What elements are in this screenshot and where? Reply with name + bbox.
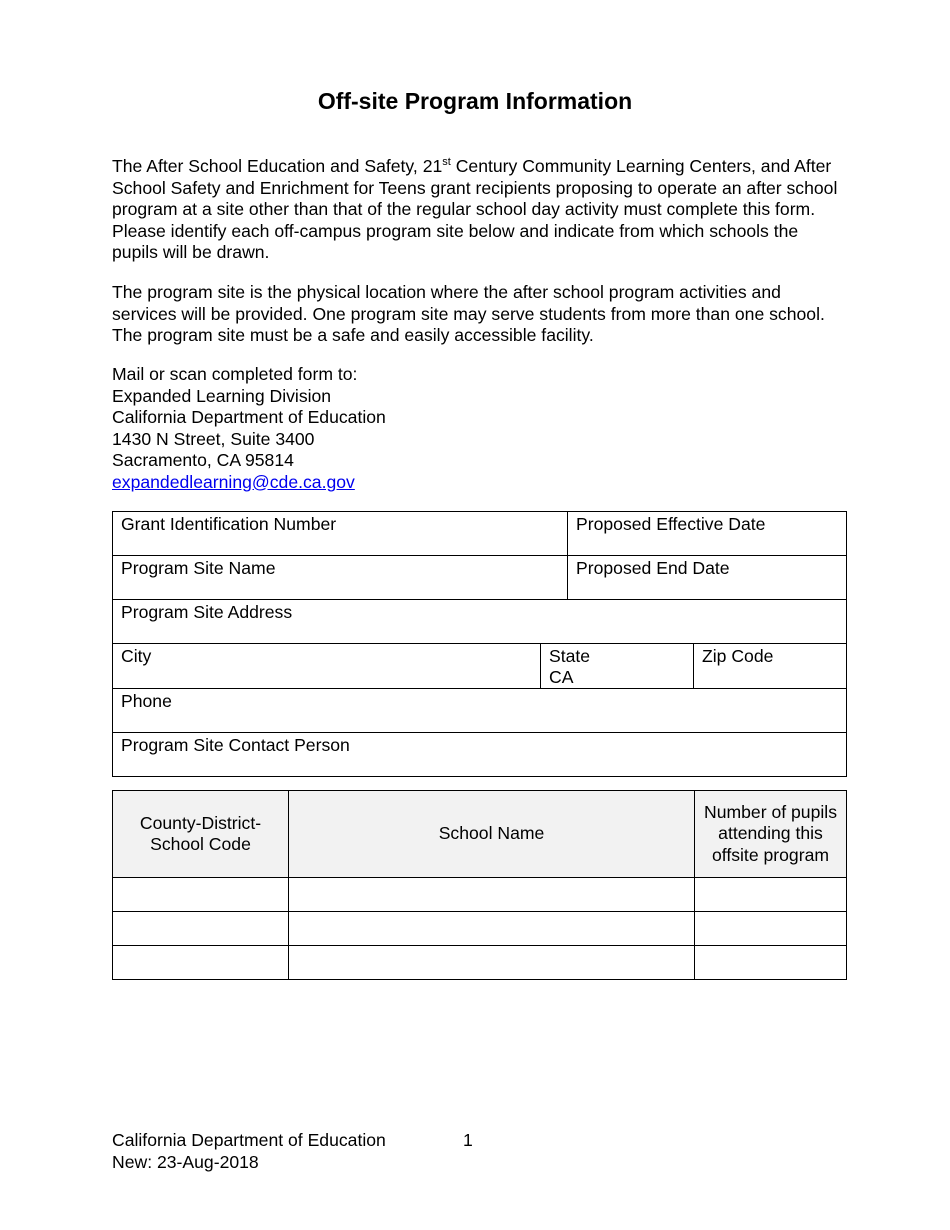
mailing-heading: Mail or scan completed form to: [112, 364, 358, 384]
mailing-address [112, 364, 386, 493]
school-name-cell[interactable] [289, 912, 695, 946]
mailing-line-division: Expanded Learning Division [112, 385, 332, 406]
state-field[interactable] [541, 644, 694, 689]
header-pupil-count: Number of pupils attending this offsite program [695, 791, 847, 878]
city-field[interactable]: City [113, 644, 541, 689]
page-title: Off-site Program Information [317, 88, 633, 114]
schools-table [112, 790, 847, 980]
header-cds-code: County-District-School Code [113, 791, 289, 878]
table-row [113, 878, 847, 912]
state-value: CA [549, 667, 574, 687]
intro-text-start: The After School Education and Safety, 21 [112, 156, 443, 176]
mailing-line-street: 1430 N Street, Suite 3400 [112, 428, 315, 449]
pupil-count-cell[interactable] [695, 946, 847, 980]
table-row [113, 912, 847, 946]
footer-org: California Department of Education [112, 1130, 386, 1150]
cds-code-cell[interactable] [113, 946, 289, 980]
program-site-form [112, 511, 847, 777]
phone-field[interactable]: Phone [113, 689, 847, 733]
table-row [113, 946, 847, 980]
cds-code-cell[interactable] [113, 878, 289, 912]
cds-code-cell[interactable] [113, 912, 289, 946]
header-school-name: School Name [289, 791, 695, 878]
mailing-line-department: California Department of Education [112, 407, 386, 427]
effective-date-field[interactable]: Proposed Effective Date [568, 512, 847, 556]
site-address-field[interactable]: Program Site Address [113, 600, 847, 644]
ordinal-superscript: st [442, 156, 451, 169]
intro-text-end: Century Community Learning Centers, and After School Safety and Enrichment for Teens grant recipients proposing to operate an after school program at a site other than that of the regular school day activity must complete this form. Please identify each off-campus program site below and indicate from which schools the pupils will be drawn. [112, 156, 838, 262]
contact-person-field[interactable]: Program Site Contact Person [113, 733, 847, 777]
pupil-count-cell[interactable] [695, 878, 847, 912]
state-label: State [549, 646, 591, 666]
page-number: 1 [463, 1130, 473, 1150]
pupil-count-cell[interactable] [695, 912, 847, 946]
school-name-cell[interactable] [289, 878, 695, 912]
page-footer [112, 1130, 386, 1173]
program-site-paragraph: The program site is the physical location where the after school program activities and services will be provided. One program site may serve students from more than one school. The program site must be a safe and easily accessible facility. [112, 282, 825, 345]
end-date-field[interactable]: Proposed End Date [568, 556, 847, 600]
site-name-field[interactable]: Program Site Name [113, 556, 568, 600]
grant-id-field[interactable]: Grant Identification Number [113, 512, 568, 556]
footer-date: New: 23-Aug-2018 [112, 1151, 259, 1172]
intro-paragraph [112, 156, 847, 264]
mailing-line-city: Sacramento, CA 95814 [112, 450, 294, 470]
school-name-cell[interactable] [289, 946, 695, 980]
zip-field[interactable]: Zip Code [694, 644, 847, 689]
email-link[interactable]: expandedlearning@cde.ca.gov [112, 471, 355, 492]
